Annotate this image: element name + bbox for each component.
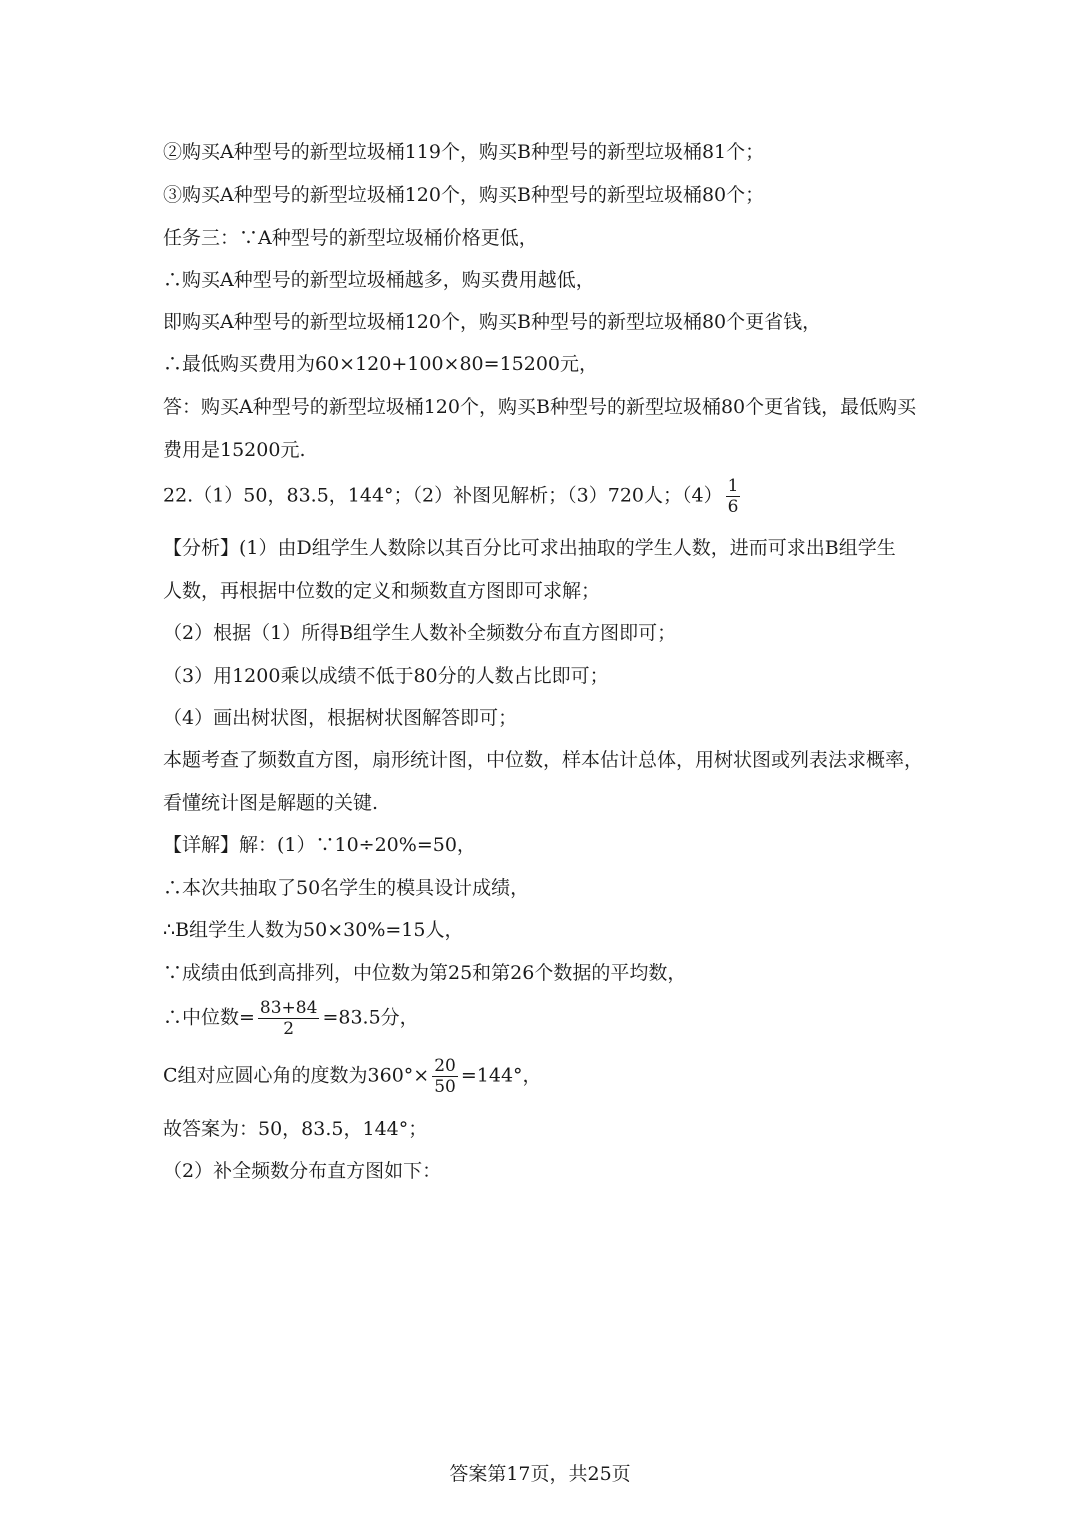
detail-line: ∴本次共抽取了50名学生的模具设计成绩， [163,877,530,899]
fraction [432,1056,458,1097]
analysis-line: 人数，再根据中位数的定义和频数直方图即可求解； [163,580,601,602]
formula-prefix: C组对应圆心角的度数为360°× [163,1064,430,1087]
analysis-line: 本题考查了频数直方图，扇形统计图，中位数，样本估计总体，用树状图或列表法求概率， [163,749,924,771]
text-line: ∴购买A种型号的新型垃圾桶越多，购买费用越低， [163,269,595,291]
formula-prefix: ∴中位数= [163,1006,255,1029]
formula-suffix: =144°， [460,1064,542,1087]
analysis-line: （3）用1200乘以成绩不低于80分的人数占比即可； [163,665,609,687]
answer-text: 22.（1）50，83.5，144°；（2）补图见解析；（3）720人；（4） [163,484,723,507]
fraction-denominator: 6 [727,497,739,517]
formula-suffix: =83.5分， [322,1006,419,1029]
median-formula [163,998,419,1039]
text-line: 故答案为：50，83.5，144°； [163,1118,428,1140]
fraction-numerator: 1 [727,476,739,496]
text-line: 任务三：∵A种型号的新型垃圾桶价格更低， [163,227,538,249]
text-line: 费用是15200元. [163,439,306,461]
question-22-answer [163,476,743,517]
fraction-denominator: 50 [434,1077,456,1097]
fraction-numerator: 83+84 [259,998,318,1018]
text-line: ∴最低购买费用为60×120+100×80=15200元， [163,353,599,375]
fraction-denominator: 2 [283,1019,295,1039]
detail-line: ∵成绩由低到高排列，中位数为第25和第26个数据的平均数， [163,962,687,984]
fraction-numerator: 20 [434,1056,456,1076]
detail-line: 【详解】解：(1）∵10÷20%=50， [163,834,476,856]
text-line: （2）补全频数分布直方图如下： [163,1160,442,1182]
text-line: 即购买A种型号的新型垃圾桶120个，购买B种型号的新型垃圾桶80个更省钱， [163,311,822,333]
text-line: 答：购买A种型号的新型垃圾桶120个，购买B种型号的新型垃圾桶80个更省钱，最低购买 [163,396,917,418]
angle-formula [163,1056,542,1097]
text-line: ②购买A种型号的新型垃圾桶119个，购买B种型号的新型垃圾桶81个； [163,141,765,163]
analysis-line: 【分析】(1）由D组学生人数除以其百分比可求出抽取的学生人数，进而可求出B组学生 [163,537,896,559]
analysis-line: （2）根据（1）所得B组学生人数补全频数分布直方图即可； [163,622,677,644]
detail-line: ∴B组学生人数为50×30%=15人， [163,919,464,941]
analysis-line: （4）画出树状图，根据树状图解答即可； [163,707,518,729]
text-line: ③购买A种型号的新型垃圾桶120个，购买B种型号的新型垃圾桶80个； [163,184,765,206]
fraction [726,476,741,517]
page-footer: 答案第17页，共25页 [449,1463,631,1485]
fraction [258,998,320,1039]
analysis-line: 看懂统计图是解题的关键. [163,792,379,814]
